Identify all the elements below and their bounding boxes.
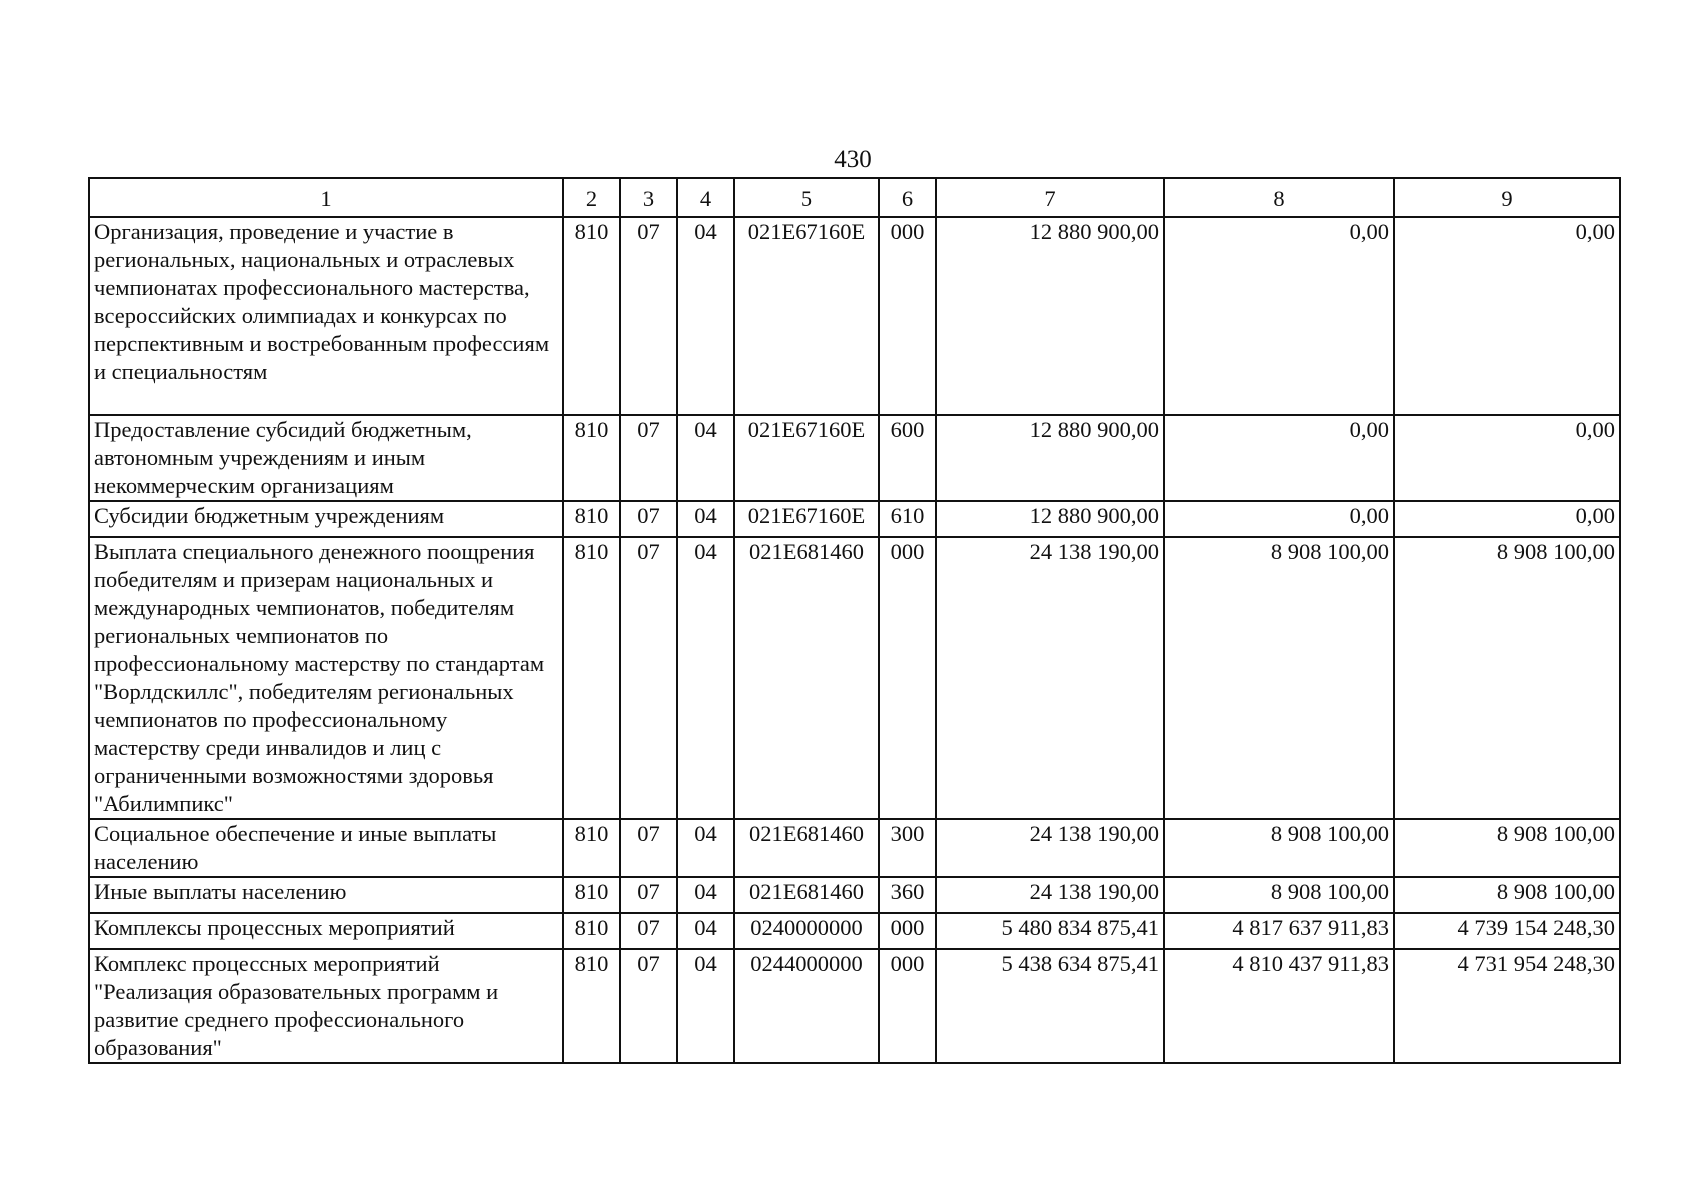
header-cell: 2 xyxy=(563,178,620,217)
row-code-3: 07 xyxy=(620,913,677,949)
table-row xyxy=(89,949,1620,1063)
row-amount-8: 0,00 xyxy=(1164,501,1394,537)
row-code-6: 360 xyxy=(879,877,936,913)
row-code-6: 610 xyxy=(879,501,936,537)
row-code-3: 07 xyxy=(620,877,677,913)
row-code-2: 810 xyxy=(563,877,620,913)
row-amount-7: 5 480 834 875,41 xyxy=(936,913,1164,949)
row-code-6: 000 xyxy=(879,537,936,819)
row-name: Субсидии бюджетным учреждениям xyxy=(89,501,563,537)
row-amount-8: 0,00 xyxy=(1164,415,1394,501)
row-code-4: 04 xyxy=(677,819,734,877)
row-code-4: 04 xyxy=(677,501,734,537)
row-amount-8: 8 908 100,00 xyxy=(1164,819,1394,877)
row-name: Организация, проведение и участие в региональных, национальных и отраслевых чемпионатах профессионального мастерства, всероссийских олимпиадах и конкурсах по перспективным и востребованным профессиям и специальностям xyxy=(89,217,563,415)
table-row xyxy=(89,501,1620,537)
header-cell: 3 xyxy=(620,178,677,217)
row-code-6: 600 xyxy=(879,415,936,501)
row-code-2: 810 xyxy=(563,501,620,537)
row-code-2: 810 xyxy=(563,913,620,949)
row-code-2: 810 xyxy=(563,949,620,1063)
row-amount-9: 0,00 xyxy=(1394,217,1620,415)
row-amount-9: 8 908 100,00 xyxy=(1394,537,1620,819)
row-code-5: 021Е681460 xyxy=(734,877,879,913)
budget-table xyxy=(88,177,1621,1064)
row-code-3: 07 xyxy=(620,217,677,415)
row-code-6: 000 xyxy=(879,217,936,415)
header-row xyxy=(89,178,1620,217)
header-cell: 7 xyxy=(936,178,1164,217)
header-cell: 8 xyxy=(1164,178,1394,217)
row-amount-7: 12 880 900,00 xyxy=(936,415,1164,501)
row-code-5: 021Е681460 xyxy=(734,819,879,877)
row-code-4: 04 xyxy=(677,217,734,415)
row-amount-8: 8 908 100,00 xyxy=(1164,877,1394,913)
row-code-4: 04 xyxy=(677,415,734,501)
row-amount-7: 24 138 190,00 xyxy=(936,819,1164,877)
row-code-2: 810 xyxy=(563,217,620,415)
row-code-6: 000 xyxy=(879,913,936,949)
row-name: Выплата специального денежного поощрения победителям и призерам национальных и международных чемпионатов, победителям региональных чемпионатов по профессиональному мастерству по стандартам "Ворлдскиллс", победителям региональных чемпионатов по профессиональному мастерству среди инвалидов и лиц с ограниченными возможностями здоровья "Абилимпикс" xyxy=(89,537,563,819)
row-code-2: 810 xyxy=(563,415,620,501)
row-code-6: 300 xyxy=(879,819,936,877)
table-row xyxy=(89,415,1620,501)
header-cell: 5 xyxy=(734,178,879,217)
row-code-4: 04 xyxy=(677,949,734,1063)
row-code-3: 07 xyxy=(620,819,677,877)
row-name: Социальное обеспечение и иные выплаты населению xyxy=(89,819,563,877)
row-code-2: 810 xyxy=(563,537,620,819)
row-code-5: 0240000000 xyxy=(734,913,879,949)
row-amount-9: 8 908 100,00 xyxy=(1394,877,1620,913)
row-amount-7: 12 880 900,00 xyxy=(936,217,1164,415)
row-name: Иные выплаты населению xyxy=(89,877,563,913)
row-code-2: 810 xyxy=(563,819,620,877)
row-name: Предоставление субсидий бюджетным, автономным учреждениям и иным некоммерческим организациям xyxy=(89,415,563,501)
row-code-6: 000 xyxy=(879,949,936,1063)
row-code-4: 04 xyxy=(677,913,734,949)
row-amount-7: 24 138 190,00 xyxy=(936,877,1164,913)
row-amount-9: 0,00 xyxy=(1394,501,1620,537)
header-cell: 9 xyxy=(1394,178,1620,217)
row-amount-8: 0,00 xyxy=(1164,217,1394,415)
row-amount-9: 4 731 954 248,30 xyxy=(1394,949,1620,1063)
row-code-4: 04 xyxy=(677,537,734,819)
header-cell: 4 xyxy=(677,178,734,217)
row-amount-9: 4 739 154 248,30 xyxy=(1394,913,1620,949)
table-row xyxy=(89,537,1620,819)
row-amount-7: 24 138 190,00 xyxy=(936,537,1164,819)
header-cell: 6 xyxy=(879,178,936,217)
row-code-5: 021Е67160Е xyxy=(734,217,879,415)
table-row xyxy=(89,913,1620,949)
row-code-3: 07 xyxy=(620,501,677,537)
row-amount-7: 5 438 634 875,41 xyxy=(936,949,1164,1063)
row-code-5: 0244000000 xyxy=(734,949,879,1063)
table-row xyxy=(89,877,1620,913)
row-code-4: 04 xyxy=(677,877,734,913)
row-amount-7: 12 880 900,00 xyxy=(936,501,1164,537)
row-amount-8: 8 908 100,00 xyxy=(1164,537,1394,819)
row-amount-9: 0,00 xyxy=(1394,415,1620,501)
table-row xyxy=(89,819,1620,877)
row-amount-9: 8 908 100,00 xyxy=(1394,819,1620,877)
row-code-3: 07 xyxy=(620,415,677,501)
table-row xyxy=(89,217,1620,415)
row-name: Комплексы процессных мероприятий xyxy=(89,913,563,949)
row-amount-8: 4 810 437 911,83 xyxy=(1164,949,1394,1063)
row-amount-8: 4 817 637 911,83 xyxy=(1164,913,1394,949)
row-code-5: 021Е67160Е xyxy=(734,415,879,501)
row-code-3: 07 xyxy=(620,949,677,1063)
row-name: Комплекс процессных мероприятий "Реализация образовательных программ и развитие среднего профессионального образования" xyxy=(89,949,563,1063)
page-number: 430 xyxy=(834,146,872,173)
row-code-5: 021Е681460 xyxy=(734,537,879,819)
row-code-3: 07 xyxy=(620,537,677,819)
header-cell: 1 xyxy=(89,178,563,217)
row-code-5: 021Е67160Е xyxy=(734,501,879,537)
